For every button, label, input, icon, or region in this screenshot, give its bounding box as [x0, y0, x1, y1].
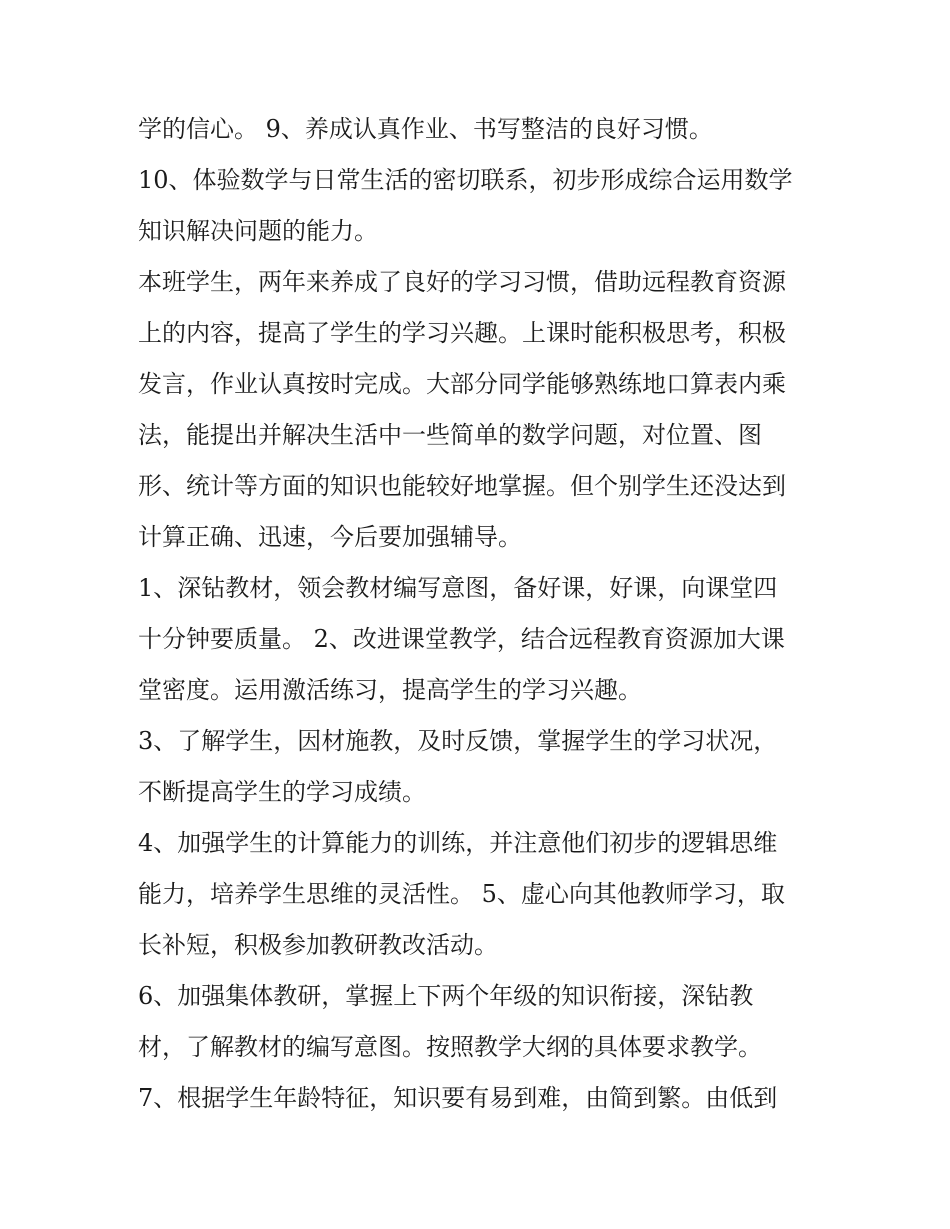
document-body — [138, 106, 818, 1126]
text-line: 形、统计等方面的知识也能较好地掌握。但个别学生还没达到 — [138, 472, 786, 500]
text-line: 知识解决问题的能力。 — [138, 217, 378, 245]
text-line: 上的内容，提高了学生的学习兴趣。上课时能积极思考，积极 — [138, 319, 786, 347]
text-line: 十分钟要质量。 2、改进课堂教学，结合远程教育资源加大课 — [138, 625, 785, 653]
text-line: 6、加强集体教研，掌握上下两个年级的知识衔接，深钻教 — [138, 982, 754, 1010]
text-line: 长补短，积极参加教研教改活动。 — [138, 931, 498, 959]
text-line: 10、体验数学与日常生活的密切联系，初步形成综合运用数学 — [138, 166, 793, 194]
text-line: 能力，培养学生思维的灵活性。 5、虚心向其他教师学习，取 — [138, 880, 785, 908]
text-line: 7、根据学生年龄特征，知识要有易到难，由简到繁。由低到 — [138, 1084, 778, 1112]
text-line: 学的信心。 9、养成认真作业、书写整洁的良好习惯。 — [138, 115, 713, 143]
text-line: 法，能提出并解决生活中一些简单的数学问题，对位置、图 — [138, 421, 762, 449]
text-line: 1、深钻教材，领会教材编写意图，备好课，好课，向课堂四 — [138, 574, 778, 602]
text-line: 不断提高学生的学习成绩。 — [138, 778, 426, 806]
text-line: 发言，作业认真按时完成。大部分同学能够熟练地口算表内乘 — [138, 370, 786, 398]
text-line: 材，了解教材的编写意图。按照教学大纲的具体要求教学。 — [138, 1033, 762, 1061]
text-line: 3、了解学生，因材施教，及时反馈，掌握学生的学习状况， — [138, 727, 778, 755]
text-line: 本班学生，两年来养成了良好的学习习惯，借助远程教育资源 — [138, 268, 786, 296]
text-line: 4、加强学生的计算能力的训练，并注意他们初步的逻辑思维 — [138, 829, 778, 857]
text-line: 堂密度。运用激活练习，提高学生的学习兴趣。 — [138, 676, 642, 704]
text-line: 计算正确、迅速，今后要加强辅导。 — [138, 523, 522, 551]
